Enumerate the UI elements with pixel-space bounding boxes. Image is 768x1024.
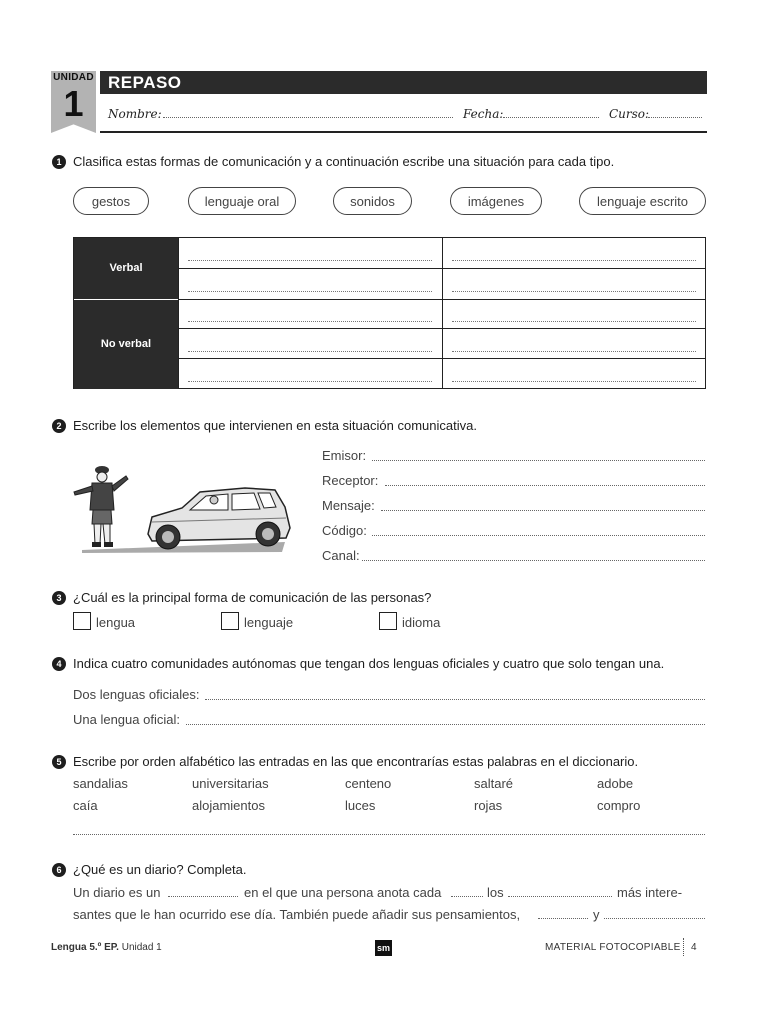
diario-blank[interactable] [508,896,612,897]
diario-blank[interactable] [604,918,705,919]
answer-line[interactable] [188,381,432,382]
diario-text: los [487,885,504,900]
word: rojas [474,798,503,813]
diario-text: Un diario es un [73,885,161,900]
table-row-line [178,328,705,329]
una-lengua-label: Una lengua oficial: [73,712,180,727]
pill-imagenes: imágenes [450,187,542,215]
answer-line[interactable] [452,260,696,261]
pill-sonidos: sonidos [333,187,412,215]
traffic-officer-car-illustration [70,462,295,554]
unit-number: 1 [63,83,84,124]
option-idioma: idioma [402,615,441,630]
exercise-6-instruction: ¿Qué es un diario? Completa. [73,862,247,877]
word: luces [345,798,376,813]
table-divider [178,238,179,388]
word: adobe [597,776,634,791]
diario-blank[interactable] [168,896,238,897]
exercise-5-instruction: Escribe por orden alfabético las entradas en las que encontrarías estas palabras en el diccionario. [73,754,639,769]
title-bar [100,71,707,94]
course-label: Curso: [609,107,650,121]
unit-label: UNIDAD [53,72,94,83]
answer-line[interactable] [188,351,432,352]
answer-line[interactable] [188,321,432,322]
exercise-number: 6 [52,863,66,877]
exercise-3-instruction: ¿Cuál es la principal forma de comunicación de las personas? [73,590,432,605]
word: alojamientos [192,798,265,813]
date-label: Fecha: [463,107,504,121]
checkbox-lenguaje[interactable] [221,612,239,630]
footer-material-label: MATERIAL FOTOCOPIABLE [545,942,681,953]
alphabetical-answer-field[interactable] [73,834,705,835]
table-row-line [178,299,705,300]
receptor-label: Receptor: [322,473,379,488]
word: centeno [345,776,392,791]
footer-book-title: Lengua 5.º EP. [51,942,119,953]
diario-blank[interactable] [451,896,483,897]
classification-table [73,237,706,389]
diario-text: más intere- [617,885,683,900]
word: universitarias [192,776,269,791]
dos-lenguas-label: Dos lenguas oficiales: [73,687,200,702]
page-title: REPASO [108,73,182,92]
course-field[interactable] [648,117,702,118]
answer-line[interactable] [452,291,696,292]
date-field[interactable] [503,117,599,118]
exercise-4-instruction: Indica cuatro comunidades autónomas que tengan dos lenguas oficiales y cuatro que solo tengan una. [73,656,665,671]
row-header-no-verbal: No verbal [74,299,178,389]
answer-line[interactable] [452,351,696,352]
table-row-line [178,268,705,269]
pill-lenguaje-escrito: lenguaje escrito [579,187,706,215]
mensaje-field[interactable] [381,510,705,511]
canal-field[interactable] [362,560,705,561]
row-header-verbal: Verbal [74,238,178,299]
publisher-logo: sm [375,940,392,956]
option-lenguaje: lenguaje [244,615,294,630]
answer-line[interactable] [452,381,696,382]
codigo-field[interactable] [372,535,705,536]
header-rule [100,131,707,133]
pill-gestos: gestos [73,187,149,215]
table-divider [442,238,443,388]
exercise-number: 4 [52,657,66,671]
receptor-field[interactable] [385,485,705,486]
diario-text: y [593,907,600,922]
diario-text: en el que una persona anota cada [244,885,442,900]
una-lengua-field[interactable] [186,724,705,725]
exercise-number: 5 [52,755,66,769]
exercise-2-instruction: Escribe los elementos que intervienen en esta situación comunicativa. [73,418,477,433]
answer-line[interactable] [452,321,696,322]
exercise-number: 3 [52,591,66,605]
word: sandalias [73,776,128,791]
word: compro [597,798,641,813]
page-number: 4 [691,942,697,953]
exercise-number: 1 [52,155,66,169]
exercise-number: 2 [52,419,66,433]
checkbox-lengua[interactable] [73,612,91,630]
table-row-line [178,358,705,359]
emisor-label: Emisor: [322,448,367,463]
answer-line[interactable] [188,291,432,292]
name-label: Nombre: [108,107,162,121]
dos-lenguas-field[interactable] [205,699,705,700]
diario-blank[interactable] [538,918,588,919]
word: caía [73,798,98,813]
option-lengua: lengua [96,615,136,630]
mensaje-label: Mensaje: [322,498,375,513]
diario-text: santes que le han ocurrido ese día. También puede añadir sus pensamientos, [73,907,521,922]
word: saltaré [474,776,514,791]
answer-line[interactable] [188,260,432,261]
footer-unit: Unidad 1 [121,942,162,953]
footer-book [51,942,162,953]
emisor-field[interactable] [372,460,705,461]
checkbox-idioma[interactable] [379,612,397,630]
name-field[interactable] [163,117,453,118]
exercise-1-instruction: Clasifica estas formas de comunicación y a continuación escribe una situación para cada tipo. [73,154,615,169]
pill-lenguaje-oral: lenguaje oral [188,187,296,215]
codigo-label: Código: [322,523,367,538]
footer-divider [683,938,684,956]
canal-label: Canal: [322,548,360,563]
